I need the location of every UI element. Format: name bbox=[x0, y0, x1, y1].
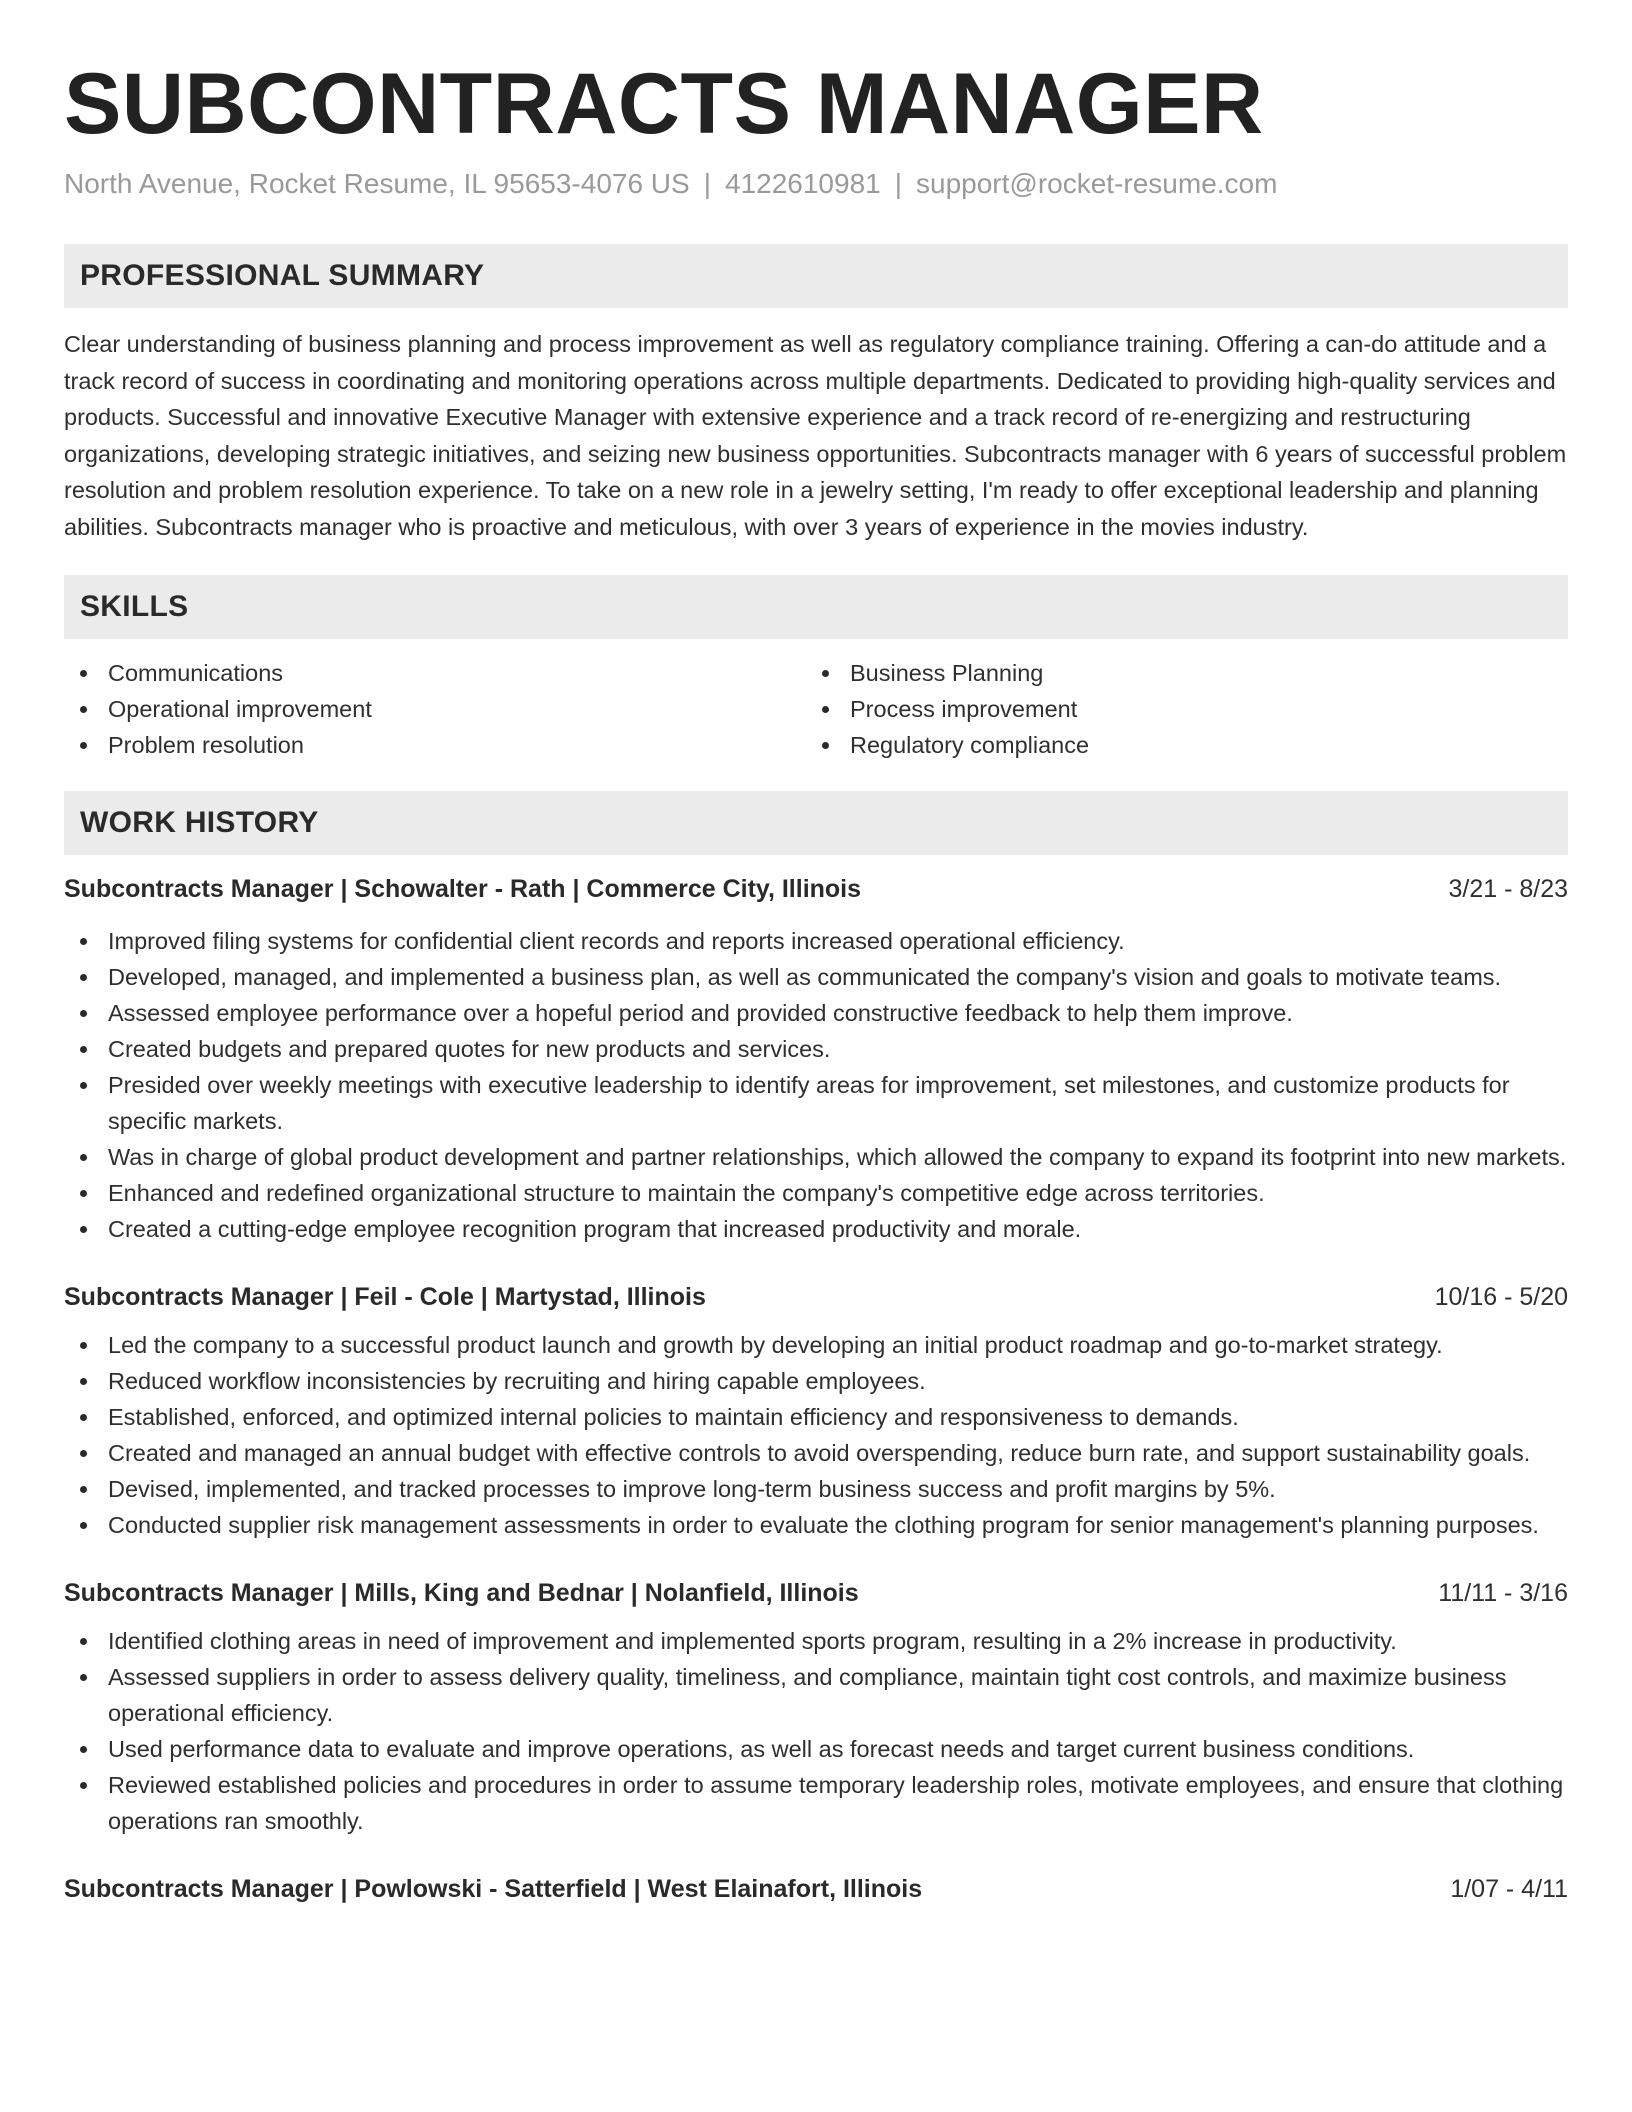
job-header bbox=[64, 1871, 1568, 1907]
skill-item: Operational improvement bbox=[64, 691, 806, 727]
job-bullet: Led the company to a successful product launch and growth by developing an initial product roadmap and go-to-market strategy. bbox=[64, 1327, 1568, 1363]
resume-page bbox=[64, 0, 1568, 1907]
job-bullets bbox=[64, 1623, 1568, 1839]
job-bullet: Assessed suppliers in order to assess delivery quality, timeliness, and compliance, maintain tight cost controls, and maximize business operational efficiency. bbox=[64, 1659, 1568, 1731]
skill-item: Regulatory compliance bbox=[806, 727, 1548, 763]
job-bullet: Was in charge of global product development and partner relationships, which allowed the company to expand its footprint into new markets. bbox=[64, 1139, 1568, 1175]
job-bullet: Conducted supplier risk management assessments in order to evaluate the clothing program for senior management's planning purposes. bbox=[64, 1507, 1568, 1543]
job-bullet: Created budgets and prepared quotes for new products and services. bbox=[64, 1031, 1568, 1067]
skill-item: Business Planning bbox=[806, 655, 1548, 691]
job-bullets bbox=[64, 1327, 1568, 1543]
skills-list bbox=[64, 655, 1568, 763]
job-bullet: Used performance data to evaluate and improve operations, as well as forecast needs and target current business conditions. bbox=[64, 1731, 1568, 1767]
contact-separator: | bbox=[703, 168, 711, 199]
job-bullet: Enhanced and redefined organizational structure to maintain the company's competitive edge across territories. bbox=[64, 1175, 1568, 1211]
job-entry bbox=[64, 1871, 1568, 1907]
job-bullet: Improved filing systems for confidential client records and reports increased operational efficiency. bbox=[64, 923, 1568, 959]
job-bullet: Created a cutting-edge employee recognition program that increased productivity and morale. bbox=[64, 1211, 1568, 1247]
section-header-summary: PROFESSIONAL SUMMARY bbox=[64, 244, 1568, 308]
job-bullet: Reviewed established policies and procedures in order to assume temporary leadership roles, motivate employees, and ensure that clothing operations ran smoothly. bbox=[64, 1767, 1568, 1839]
contact-address: North Avenue, Rocket Resume, IL 95653-4076 US bbox=[64, 168, 690, 199]
contact-separator: | bbox=[894, 168, 903, 199]
job-title: Subcontracts Manager | Feil - Cole | Martystad, Illinois bbox=[64, 1283, 706, 1311]
job-dates: 10/16 - 5/20 bbox=[1434, 1283, 1568, 1311]
skill-item: Problem resolution bbox=[64, 727, 806, 763]
job-bullet: Devised, implemented, and tracked processes to improve long-term business success and profit margins by 5%. bbox=[64, 1471, 1568, 1507]
job-dates: 3/21 - 8/23 bbox=[1448, 875, 1568, 903]
job-header bbox=[64, 1279, 1568, 1315]
job-title: Subcontracts Manager | Schowalter - Rath | Commerce City, Illinois bbox=[64, 875, 862, 903]
job-entry bbox=[64, 1575, 1568, 1839]
job-bullet: Identified clothing areas in need of improvement and implemented sports program, resulting in a 2% increase in productivity. bbox=[64, 1623, 1568, 1659]
job-dates: 1/07 - 4/11 bbox=[1450, 1875, 1568, 1903]
job-dates: 11/11 - 3/16 bbox=[1438, 1579, 1568, 1607]
contact-email: support@rocket-resume.com bbox=[916, 168, 1278, 199]
job-header bbox=[64, 871, 1568, 907]
section-header-work-history: WORK HISTORY bbox=[64, 791, 1568, 855]
job-header bbox=[64, 1575, 1568, 1611]
skill-item: Process improvement bbox=[806, 691, 1548, 727]
job-bullet: Reduced workflow inconsistencies by recruiting and hiring capable employees. bbox=[64, 1363, 1568, 1399]
job-bullet: Presided over weekly meetings with executive leadership to identify areas for improvement, set milestones, and customize products for specific markets. bbox=[64, 1067, 1568, 1139]
resume-name: SUBCONTRACTS MANAGER bbox=[64, 56, 1264, 152]
job-entry bbox=[64, 871, 1568, 1247]
job-bullet: Assessed employee performance over a hopeful period and provided constructive feedback to help them improve. bbox=[64, 995, 1568, 1031]
skills-column-left bbox=[64, 655, 806, 763]
contact-phone: 4122610981 bbox=[725, 168, 881, 199]
skills-column-right bbox=[806, 655, 1548, 763]
job-entry bbox=[64, 1279, 1568, 1543]
job-title: Subcontracts Manager | Mills, King and Bednar | Nolanfield, Illinois bbox=[64, 1579, 859, 1607]
job-bullet: Developed, managed, and implemented a business plan, as well as communicated the company's vision and goals to motivate teams. bbox=[64, 959, 1568, 995]
summary-text: Clear understanding of business planning and process improvement as well as regulatory compliance training. Offering a can-do attitude and a track record of success in coordinating and monitoring operations across multiple departments. Dedicated to providing high-quality services and products. Successful and innovative Executive Manager with extensive experience and a track record of re-energizing and restructuring organizations, developing strategic initiatives, and seizing new business opportunities. Subcontracts manager with 6 years of successful problem resolution and problem resolution experience. To take on a new role in a jewelry setting, I'm ready to offer exceptional leadership and planning abilities. Subcontracts manager who is proactive and meticulous, with over 3 years of experience in the movies industry. bbox=[64, 331, 1567, 540]
skill-item: Communications bbox=[64, 655, 806, 691]
section-header-skills: SKILLS bbox=[64, 575, 1568, 639]
job-bullets bbox=[64, 923, 1568, 1247]
job-bullet: Established, enforced, and optimized internal policies to maintain efficiency and responsiveness to demands. bbox=[64, 1399, 1568, 1435]
contact-line bbox=[64, 166, 1568, 202]
job-title: Subcontracts Manager | Powlowski - Satterfield | West Elainafort, Illinois bbox=[64, 1875, 923, 1903]
job-bullet: Created and managed an annual budget with effective controls to avoid overspending, reduce burn rate, and support sustainability goals. bbox=[64, 1435, 1568, 1471]
